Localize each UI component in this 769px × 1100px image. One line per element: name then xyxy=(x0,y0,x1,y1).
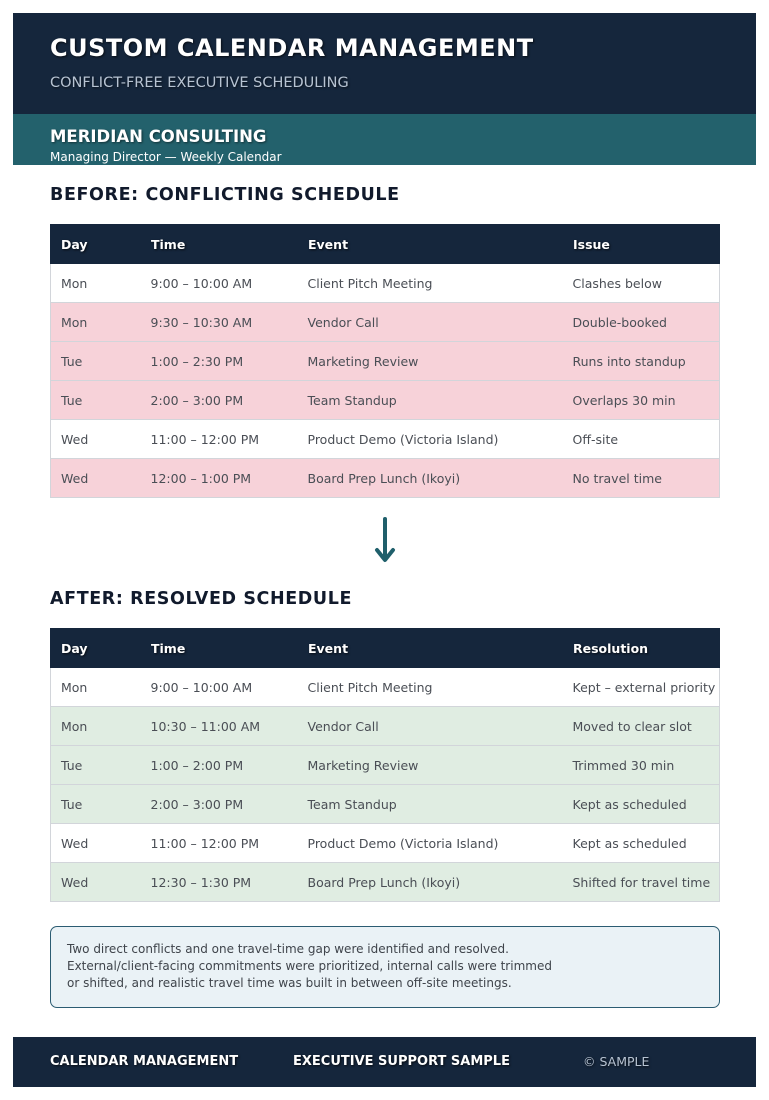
summary-line: External/client-facing commitments were prioritized, internal calls were trimmed xyxy=(67,959,552,973)
cell-day: Wed xyxy=(51,420,141,459)
table-row xyxy=(51,785,720,824)
table-row xyxy=(51,863,720,902)
cell-time: 10:30 – 11:00 AM xyxy=(141,707,298,746)
cell-event: Team Standup xyxy=(298,381,563,420)
table-row xyxy=(51,420,720,459)
column-header-issue: Issue xyxy=(563,225,720,264)
table-header-row xyxy=(51,225,720,264)
column-header-time: Time xyxy=(141,225,298,264)
column-header-day: Day xyxy=(51,225,141,264)
cell-day: Tue xyxy=(51,381,141,420)
cell-resolution: Kept as scheduled xyxy=(563,824,720,863)
cell-time: 11:00 – 12:00 PM xyxy=(141,420,298,459)
cell-event: Product Demo (Victoria Island) xyxy=(298,420,563,459)
cell-event: Vendor Call xyxy=(298,707,563,746)
column-header-time: Time xyxy=(141,629,298,668)
cell-time: 12:00 – 1:00 PM xyxy=(141,459,298,498)
cell-event: Client Pitch Meeting xyxy=(298,668,563,707)
column-header-resolution: Resolution xyxy=(563,629,720,668)
cell-time: 11:00 – 12:00 PM xyxy=(141,824,298,863)
summary-line: Two direct conflicts and one travel-time gap were identified and resolved. xyxy=(67,942,509,956)
footer-middle-label: EXECUTIVE SUPPORT SAMPLE xyxy=(293,1054,510,1069)
cell-event: Marketing Review xyxy=(298,342,563,381)
cell-resolution: Moved to clear slot xyxy=(563,707,720,746)
cell-event: Team Standup xyxy=(298,785,563,824)
client-role: Managing Director — Weekly Calendar xyxy=(50,150,282,164)
column-header-event: Event xyxy=(298,225,563,264)
summary-note xyxy=(50,926,720,1008)
table-row xyxy=(51,668,720,707)
cell-issue: Overlaps 30 min xyxy=(563,381,720,420)
cell-time: 9:30 – 10:30 AM xyxy=(141,303,298,342)
cell-issue: Double-booked xyxy=(563,303,720,342)
column-header-event: Event xyxy=(298,629,563,668)
cell-resolution: Kept – external priority xyxy=(563,668,720,707)
table-row xyxy=(51,381,720,420)
before-section-title: BEFORE: CONFLICTING SCHEDULE xyxy=(50,185,400,205)
cell-day: Tue xyxy=(51,785,141,824)
cell-day: Wed xyxy=(51,459,141,498)
cell-day: Wed xyxy=(51,863,141,902)
cell-time: 1:00 – 2:00 PM xyxy=(141,746,298,785)
cell-day: Mon xyxy=(51,707,141,746)
before-schedule-table xyxy=(50,224,720,498)
cell-event: Product Demo (Victoria Island) xyxy=(298,824,563,863)
cell-event: Board Prep Lunch (Ikoyi) xyxy=(298,863,563,902)
cell-issue: Runs into standup xyxy=(563,342,720,381)
page-subtitle: CONFLICT-FREE EXECUTIVE SCHEDULING xyxy=(50,75,349,91)
table-row xyxy=(51,746,720,785)
cell-issue: Off-site xyxy=(563,420,720,459)
cell-event: Board Prep Lunch (Ikoyi) xyxy=(298,459,563,498)
table-row xyxy=(51,824,720,863)
cell-day: Mon xyxy=(51,303,141,342)
footer-copyright: © SAMPLE xyxy=(583,1054,650,1069)
cell-resolution: Shifted for travel time xyxy=(563,863,720,902)
arrow-down-icon xyxy=(374,516,396,566)
table-row xyxy=(51,342,720,381)
column-header-day: Day xyxy=(51,629,141,668)
cell-resolution: Trimmed 30 min xyxy=(563,746,720,785)
footer-left-label: CALENDAR MANAGEMENT xyxy=(50,1054,239,1069)
footer-bar xyxy=(13,1037,756,1087)
page-title: CUSTOM CALENDAR MANAGEMENT xyxy=(50,34,534,62)
cell-event: Client Pitch Meeting xyxy=(298,264,563,303)
cell-day: Tue xyxy=(51,342,141,381)
cell-day: Wed xyxy=(51,824,141,863)
table-row xyxy=(51,707,720,746)
client-name: MERIDIAN CONSULTING xyxy=(50,127,267,146)
cell-time: 1:00 – 2:30 PM xyxy=(141,342,298,381)
header-banner xyxy=(13,13,756,114)
cell-issue: No travel time xyxy=(563,459,720,498)
cell-event: Vendor Call xyxy=(298,303,563,342)
after-section-title: AFTER: RESOLVED SCHEDULE xyxy=(50,589,353,609)
table-row xyxy=(51,303,720,342)
cell-time: 2:00 – 3:00 PM xyxy=(141,381,298,420)
cell-time: 9:00 – 10:00 AM xyxy=(141,668,298,707)
client-band xyxy=(13,114,756,165)
table-row xyxy=(51,264,720,303)
cell-day: Mon xyxy=(51,668,141,707)
cell-day: Mon xyxy=(51,264,141,303)
table-row xyxy=(51,459,720,498)
cell-day: Tue xyxy=(51,746,141,785)
cell-time: 9:00 – 10:00 AM xyxy=(141,264,298,303)
summary-line: or shifted, and realistic travel time was built in between off-site meetings. xyxy=(67,976,512,990)
cell-issue: Clashes below xyxy=(563,264,720,303)
cell-event: Marketing Review xyxy=(298,746,563,785)
cell-time: 2:00 – 3:00 PM xyxy=(141,785,298,824)
after-schedule-table xyxy=(50,628,720,902)
table-header-row xyxy=(51,629,720,668)
cell-time: 12:30 – 1:30 PM xyxy=(141,863,298,902)
cell-resolution: Kept as scheduled xyxy=(563,785,720,824)
